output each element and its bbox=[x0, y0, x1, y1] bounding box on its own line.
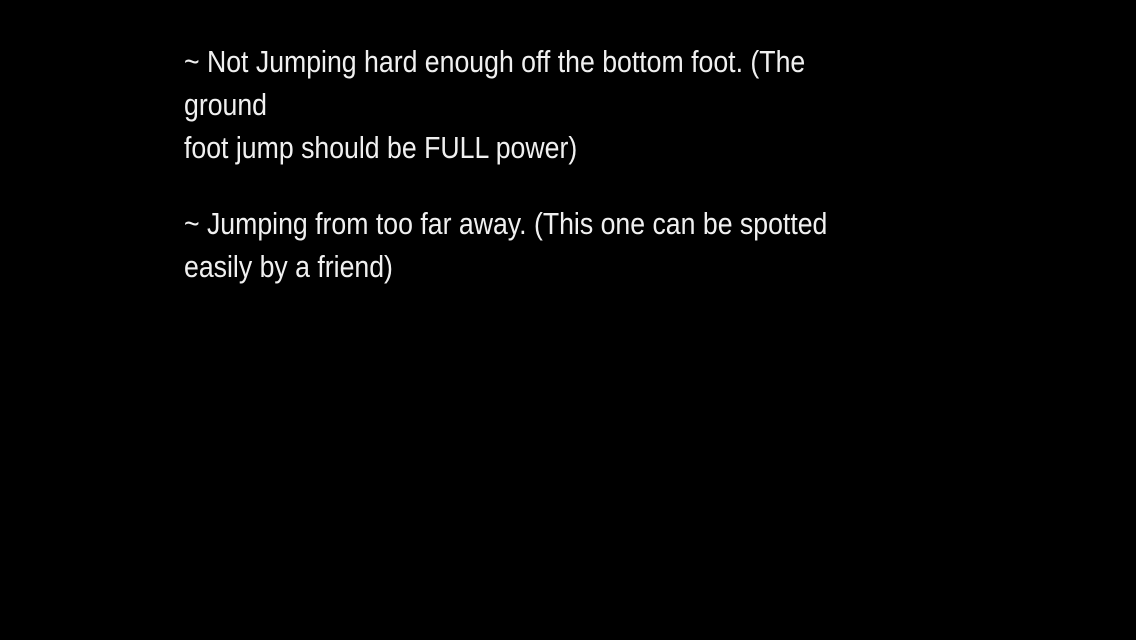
note-not-jumping-hard-enough bbox=[184, 40, 872, 169]
note-jumping-too-far-away bbox=[184, 202, 872, 288]
note-1-line-2: foot jump should be FULL power) bbox=[184, 130, 578, 165]
note-1-line-1: ~ Not Jumping hard enough off the bottom foot. (The ground bbox=[184, 44, 806, 122]
note-2-line-2: easily by a friend) bbox=[184, 249, 393, 284]
note-2-line-1: ~ Jumping from too far away. (This one can be spotted bbox=[184, 206, 828, 241]
